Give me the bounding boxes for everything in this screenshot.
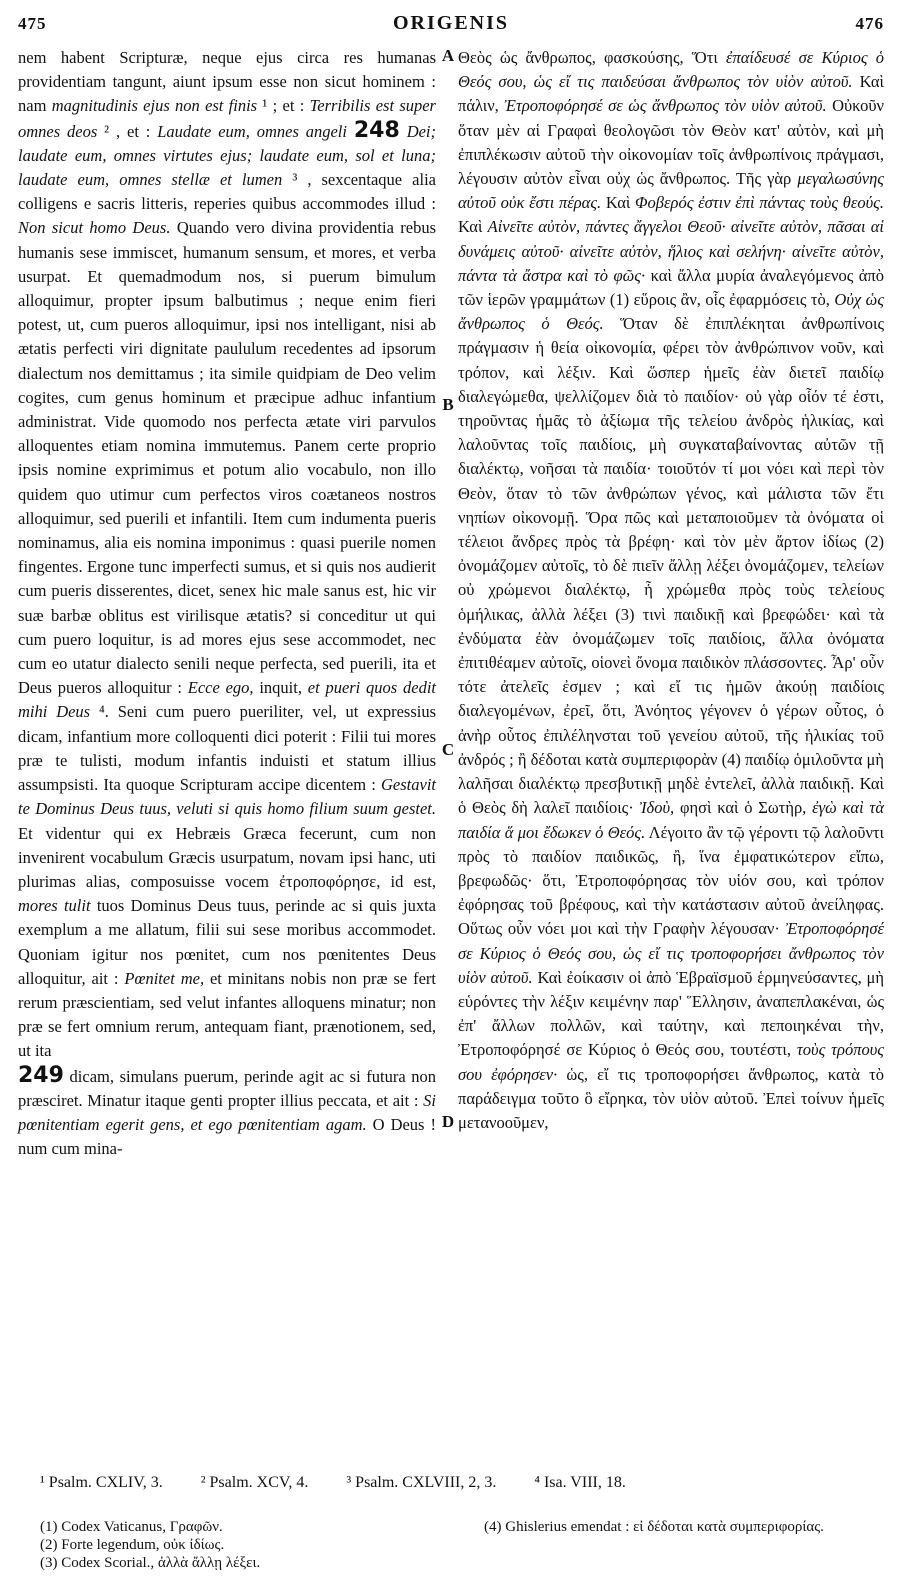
greek-text: Θεὸς ὡς ἄνθρωπος, φασκούσης, Ὅτι ἐπαίδευσέ σε Κύριος ὁ Θεός σου, ὡς εἴ τις παιδεύσαι ἄνθρωπος τὸν υἱὸν αὐτοῦ. Καὶ πάλιν, Ἐτροποφόρησέ σε ὡς ἄνθρωπος τὸν υἱὸν αὐτοῦ. Οὐκοῦν ὅταν μὲν αἱ Γραφαὶ θεολογῶσι τὸν Θεὸν κατ' αὐτὸν, καὶ μὴ ἐπιπλέκωσιν αὐτοῦ τὴν οἰκονομίαν τοῖς ἀνθρωπίνοις πράγμασι, λέγουσιν αὐτὸν εἶναι οὐχ ὡς ἄνθρωπος. Τῆς γὰρ μεγαλωσύνης αὐτοῦ οὐκ ἔστι πέρας. Καὶ Φοβερός ἐστιν ἐπὶ πάντας τοὺς θεούς. Καὶ Αἰνεῖτε αὐτὸν, πάντες ἄγγελοι Θεοῦ· αἰνεῖτε αὐτὸν, πᾶσαι αἱ δυνάμεις αὐτοῦ· αἰνεῖτε αὐτὸν, ἥλιος καὶ σελήνη· αἰνεῖτε αὐτὸν, πάντα τὰ ἄστρα καὶ τὸ φῶς· καὶ ἄλλα μυρία ἀναλεγόμενος ἀπὸ τῶν ἱερῶν γραμμάτων (1) εὕροις ἂν, οἷς ἐφαρμόσεις τὸ, Οὐχ ὡς ἄνθρωπος ὁ Θεός. Ὅταν δὲ ἐπιπλέκηται ἀνθρωπίνοις πράγμασιν ἡ θεία οἰκονομία, φέρει τὸν ἀνθρώπινον νοῦν, καὶ τρόπον, καὶ λέξιν. Καὶ ὥσπερ ἡμεῖς ἐὰν διετεῖ παιδίῳ διαλεγώμεθα, ψελλίζομεν διὰ τὸ παιδίον· οὐ γὰρ οἷόν τέ ἐστι, τηροῦντας ἡμᾶς τὸ ἀξίωμα τῆς τελείου ἀνδρὸς ἡλικίας, καὶ λαλοῦντας τοῖς παιδίοις, μὴ συγκαταβαίνοντας αὐτῶν τῇ διαλέκτῳ, νοῆσαι τὰ παιδία· τοιοῦτόν τί μοι νόει καὶ περὶ τὸν Θεὸν, ὅταν τὸ τῶν ἀνθρώπων γένος, καὶ μάλιστα τῶν ἔτι νηπίων οἰκονομῇ. Ὅρα πῶς καὶ μεταποιοῦμεν τὰ ὀνόματα οἱ τέλειοι ἄνδρες πρὸς τὰ βρέφη· καὶ τὸν μὲν ἄρτον ἰδίως (2) ὀνομάζομεν αὐτοῖς, τὸ δὲ πιεῖν ἄλλῃ λέξει ὀνομάζομεν, τελείων οὐ χρώμενοι διαλέκτῳ, ἧ χρώμεθα πρὸς τοὺς τελείους ὁμήλικας, ἀλλὰ λέξει (3) τινὶ παιδικῇ καὶ βρεφώδει· καὶ τὰ ἐνδύματα ἐὰν ὀνομάζωμεν τοῖς παιδίοις, ἄλλα ὀνόματα ἐπιτιθέαμεν αὐτοῖς, οἱονεὶ ὄνομα παιδικὸν πλάσσοντες. Ἆρ' οὖν τότε ἀτελεῖς ἐσμεν ; καὶ εἴ τις ἡμῶν ἀκούῃ παιδίοις διαλεγομένων, ἐρεῖ, ὅτι, Ἀνόητος γέγονεν ὁ γέρων οὗτος, ὁ ἀνὴρ οὗτος ἐπιλέληνσται τοῦ γενείου αὐτοῦ, τῆς ἡλικίας τοῦ ἀνδρός ; ἢ δέδοται κατὰ συμπεριφορὰν (4) παιδίῳ ὁμιλοῦντα μὴ λαλῆσαι διαλέκτῳ πρεσβυτικῇ μηδὲ ἐντελεῖ, ἀλλὰ παιδικῇ. Καὶ ὁ Θεὸς δὴ λαλεῖ παιδίοις· Ἰδοὺ, φησὶ καὶ ὁ Σωτὴρ, ἐγὼ καὶ τὰ παιδία ἅ μοι ἔδωκεν ὁ Θεός. Λέγοιτο ἂν τῷ γέροντι τῷ λαλοῦντι πρὸς τὸ παιδίον παιδικῶς, ἢ, ἵνα ἐμφατικώτερον εἴπω, βρεφωδῶς· ὅτι, Ἐτροποφόρησας τὸν υἱόν σου, καὶ τρόπον ἐφόρησας τοῦ βρέφους, καὶ τὴν κατάστασιν αὐτοῦ ἀνείληφας. Οὕτως οὖν νόει μοι καὶ τὴν Γραφὴν λέγουσαν· Ἐτροποφόρησέ σε Κύριος ὁ Θεός σου, ὡς εἴ τις τροποφορήσει ἄνθρωπος τὸν υἱὸν αὐτοῦ. Καὶ ἐοίκασιν οἱ ἀπὸ Ἑβραϊσμοῦ ἑρμηνεύσαντες, μὴ εὑρόντες τὴν λέξιν κειμένην παρ' Ἕλλησιν, ἀναπεπλακέναι, ὡς ἐπ' ἄλλων πολλῶν, καὶ ταύτην, καὶ πεποιηκέναι τὴν, Ἐτροποφόρησέ σε Κύριος ὁ Θεός σου, τουτέστι, τοὺς τρόπους σου ἐφόρησεν· ὡς, εἴ τις τροποφορήσει ἄνθρωπος, κατὰ τὸ παράδειγμα τοῦτο ὃ εἴρηκα, τὸν υἱὸν αὐτοῦ. Ἐπεὶ τοίνυν ἡμεῖς μετανοοῦμεν, xyxy=(458,48,885,1132)
margin-letter-b: B xyxy=(442,395,454,414)
footnote-4: ⁴ Isa. VIII, 18. xyxy=(534,1474,626,1491)
margin-letter-a: A xyxy=(441,46,455,65)
variant-notes-right xyxy=(484,1518,884,1536)
greek-column xyxy=(458,46,884,1135)
footnote-2: ² Psalm. XCV, 4. xyxy=(200,1474,309,1491)
running-title: ORIGENIS xyxy=(392,12,510,34)
latin-column xyxy=(18,46,436,1161)
variant-note-2: (2) Forte legendum, οὐκ ἰδίως. xyxy=(40,1537,225,1553)
variant-note-1: (1) Codex Vaticanus, Γραφῶν. xyxy=(40,1519,223,1535)
variant-notes-left xyxy=(40,1518,440,1572)
page-number-right: 476 xyxy=(855,14,884,33)
variant-note-4: (4) Ghislerius emendat : εἰ δέδοται κατὰ συμπεριφορίας. xyxy=(484,1519,824,1535)
variant-note-3: (3) Codex Scorial., ἀλλὰ ἄλλῃ λέξει. xyxy=(40,1555,261,1571)
footnote-1: ¹ Psalm. CXLIV, 3. xyxy=(40,1474,163,1491)
column-number-249: 249 xyxy=(18,1062,64,1088)
footnote-3: ³ Psalm. CXLVIII, 2, 3. xyxy=(346,1474,497,1491)
margin-letter-c: C xyxy=(441,740,455,759)
latin-text: nem habent Scripturæ, neque ejus circa res humanas providentiam tangunt, aiunt ipsum esse non sicut hominem : nam magnitudinis ejus non est finis ¹ ; et : Terribilis est super omnes deos ² , et : Laudate eum, omnes angeli 248 Dei; laudate eum, omnes virtutes ejus; laudate eum, sol et luna; laudate eum, omnes stellæ et lumen ³ , sexcentaque alia colligens e sacris litteris, reperies quibus accommodes illud : Non sicut homo Deus. Quando vero divina providentia rebus humanis sese immiscet, humanum sensum, et mores, et verba usurpat. Et quemadmodum nos, si puerum bimulum alloquimur, propter ipsum balbutimus ; neque enim fieri potest, ut, cum pueros alloquimur, ipsi nos intelligant, nisi ab ætatis perfecti viri dignitate paululum recedentes ad ipsorum dialectum nos demittamus ; ita simile quidpiam de Deo velim cogites, cum genus hominum et præcipue adhuc infantium administrat. Vide quomodo nos perfecta ætate viri parvulos alloquentes etiam nomina immutemus. Panem certe proprio ipsis nomine exprimimus et potum alio vocabulo, non illo quidem quo utimur cum perfectos viros coætaneos nostros alloquimur, sed puerili et infantili. Item cum indumenta pueris nominamus, alia eis nomina imponimus : quasi puerile nomen fingentes. Ergone tunc imperfecti sumus, et si quis nos audierit cum pueris disserentes, dicet, senex hic male sanus est, hic vir suæ barbæ oblitus est virilisque ætatis? si conceditur ut qui cum puero loquitur, is ad mores ejus sese accommodet, nec cum eo utatur dialecto senili neque perfecta, sed puerili, ita et Deus pueros alloquitur : Ecce ego, inquit, et pueri quos dedit mihi Deus ⁴. Seni cum puero pueriliter, vel, ut expressius dicam, infantium more colloquenti dici poterit : Filii tui mores præ te tulisti, modum infantis induisti et statum illius assumpsisti. Ita quoque Scripturam accipe dicentem : Gestavit te Dominus Deus tuus, veluti si quis homo filium suum gestet. Et videntur qui ex Hebræis Græca fecerunt, cum non invenirent vocabulum Græcis usurpatum, novam ipsi hanc, uti plurimas alias, composuisse vocem ἐτροποφόρησε, id est, mores tulit tuos Dominus Deus tuus, perinde ac si quis juxta exemplum a me allatum, filii sui sese moribus accommodet. Quoniam igitur nos pœnitet, cum nos pœnitentes Deus alloquitur, ait : Pœnitet me, et minitans nobis non præ se fert rerum præscientiam, sed velut infantes alloquens minatur; non præ se fert omnium rerum, antequam fiant, prænotionem, sed, ut ita 249 dicam, simulans puerum, perinde agit ac si futura non præsciret. Minatur itaque genti propter illius peccata, et ait : Si pœnitentiam egerit gens, et ego pœnitentiam agam. O Deus ! num cum mina- xyxy=(18,48,437,1159)
column-number-248: 248 xyxy=(353,117,400,143)
margin-letter-d: D xyxy=(441,1112,455,1131)
page-number-left: 475 xyxy=(18,14,47,33)
scripture-footnotes xyxy=(40,1474,860,1492)
page-header xyxy=(0,4,902,38)
